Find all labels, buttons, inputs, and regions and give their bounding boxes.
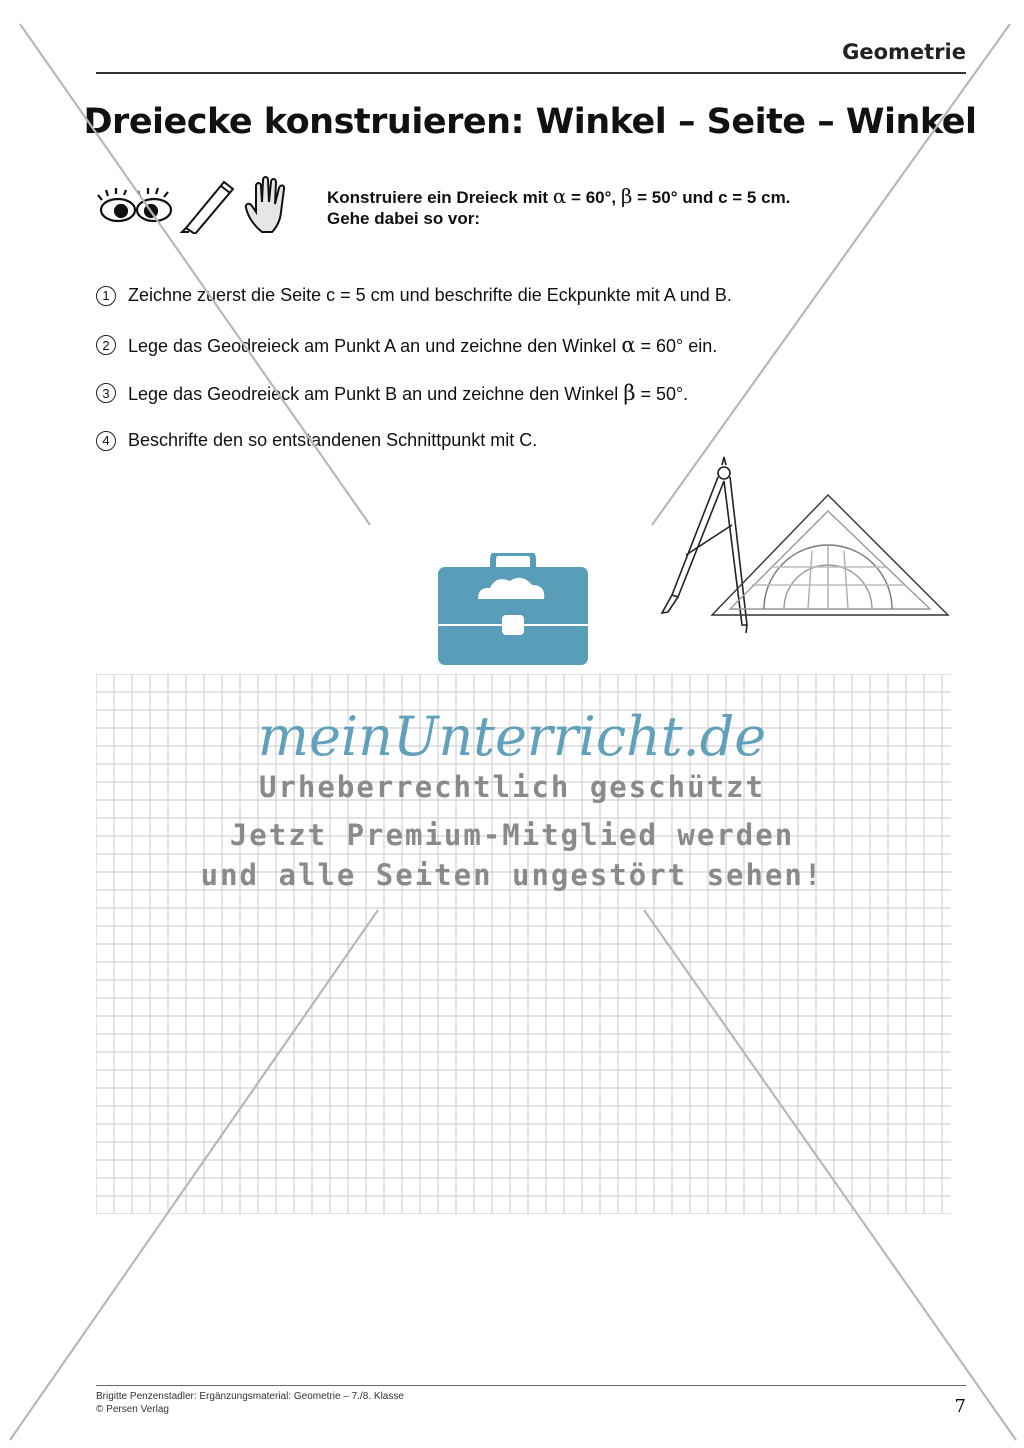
step-text: Lege das Geodreieck am Punkt B an und zeichne den Winkel β = 50°. — [128, 381, 689, 405]
step-number: 2 — [96, 335, 116, 355]
step-text: Lege das Geodreieck am Punkt A an und zeichne den Winkel α = 60° ein. — [128, 333, 718, 357]
page-number: 7 — [954, 1396, 966, 1417]
hand-icon — [246, 177, 284, 232]
step-number: 1 — [96, 286, 116, 306]
header-topic: Geometrie — [842, 40, 966, 64]
task-line-2: Gehe dabei so vor: — [327, 209, 481, 228]
task-line-1: Konstruiere ein Dreieck mit α = 60°, β = 50° und c = 5 cm. — [327, 184, 791, 208]
footer-credit: Brigitte Penzenstadler: Ergänzungsmaterial: Geometrie – 7./8. Klasse — [96, 1391, 404, 1402]
footer-divider — [96, 1385, 966, 1386]
step-text: Beschrifte den so entstandenen Schnittpunkt mit C. — [128, 430, 538, 450]
step-number: 3 — [96, 383, 116, 403]
footer-publisher: © Persen Verlag — [96, 1404, 169, 1415]
alpha-symbol: α — [552, 184, 567, 208]
pencil-icon — [182, 182, 233, 234]
briefcase-logo-icon — [438, 553, 588, 665]
set-square-icon — [712, 495, 948, 615]
eyes-icon — [98, 188, 171, 221]
header-divider — [96, 72, 966, 74]
task-instruction — [327, 186, 790, 229]
instruction-icons — [96, 172, 306, 234]
watermark-copyright: Urheberrechtlich geschützt — [259, 770, 765, 804]
beta-symbol: β — [620, 184, 633, 208]
watermark-premium-line: Jetzt Premium-Mitglied werden — [229, 818, 795, 852]
compass-icon — [662, 457, 747, 633]
page-title: Dreiecke konstruieren: Winkel – Seite – Winkel — [83, 102, 977, 142]
step-2 — [96, 333, 717, 357]
step-4 — [96, 430, 537, 451]
watermark-brand: meinUnterricht.de — [257, 705, 767, 768]
step-3 — [96, 381, 688, 405]
step-text: Zeichne zuerst die Seite c = 5 cm und beschrifte die Eckpunkte mit A und B. — [128, 285, 732, 305]
watermark-premium-line-2: und alle Seiten ungestört sehen! — [200, 858, 824, 892]
geometry-tools-illustration — [652, 455, 952, 635]
step-number: 4 — [96, 431, 116, 451]
step-1 — [96, 285, 732, 306]
